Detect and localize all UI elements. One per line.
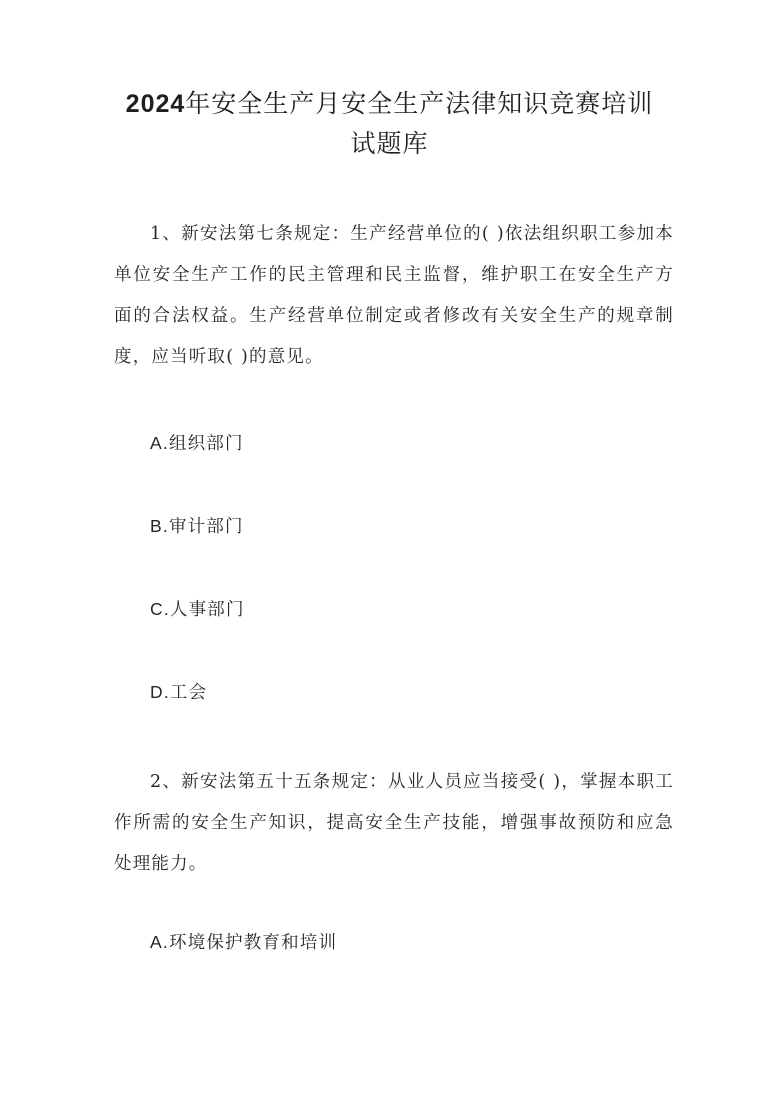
question-1-option-b bbox=[150, 513, 244, 538]
title-text: 年安全生产月安全生产法律知识竞赛培训 bbox=[185, 89, 654, 118]
option-letter: A. bbox=[150, 932, 169, 952]
option-text: 人事部门 bbox=[169, 600, 245, 620]
document-subtitle: 试题库 bbox=[350, 129, 429, 158]
document-title bbox=[100, 84, 679, 120]
question-1-option-d bbox=[150, 679, 207, 704]
question-1-option-a bbox=[150, 430, 244, 455]
option-text: 环境保护教育和培训 bbox=[168, 933, 338, 953]
question-1-text: 1、新安法第七条规定：生产经营单位的( )依法组织职工参加本单位安全生产工作的民主管理和民主监督，维护职工在安全生产方面的合法权益。生产经营单位制定或者修改有关安全生产的规章制度，应当听取( )的意见。 bbox=[114, 224, 674, 367]
option-letter: A. bbox=[150, 433, 169, 453]
option-letter: D. bbox=[150, 682, 170, 702]
question-1-option-c bbox=[150, 596, 245, 621]
question-2-text: 2、新安法第五十五条规定：从业人员应当接受( )，掌握本职工作所需的安全生产知识，提高安全生产技能，增强事故预防和应急处理能力。 bbox=[114, 772, 674, 874]
option-text: 审计部门 bbox=[168, 517, 244, 537]
title-year: 2024 bbox=[125, 90, 186, 118]
question-2-option-a bbox=[150, 929, 337, 954]
option-text: 工会 bbox=[169, 683, 208, 703]
option-letter: C. bbox=[150, 599, 170, 619]
option-letter: B. bbox=[150, 516, 169, 536]
option-text: 组织部门 bbox=[168, 434, 244, 454]
